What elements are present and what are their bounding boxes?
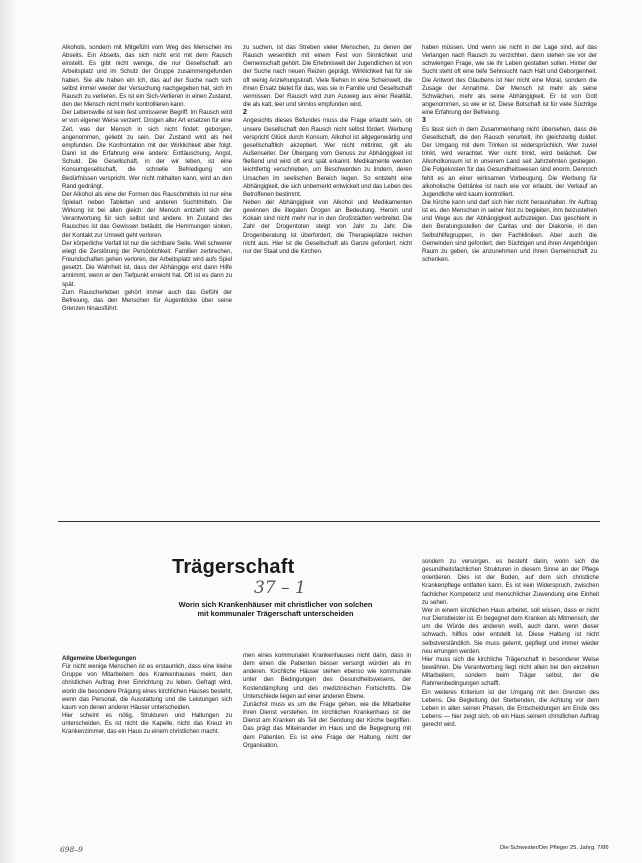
paragraph: Der körperliche Verfall ist nur die sichtbare Seite. Weit schwerer wiegt die Zerstörung der Persönlichkeit. Familien zerbrechen, Freundschaften gehen verloren, der Arbeitsplatz wird aufs Spiel gesetzt. Die Wahrheit ist, dass der Abhängige erst dann Hilfe annimmt, wenn er den Tiefpunkt erreicht hat. Oft ist es dann zu spät.: [62, 239, 232, 288]
paragraph: Zunächst muss es um die Frage gehen, wie die Mitarbeiter ihren Dienst verstehen. Im kirchlichen Krankenhaus ist der Dienst am Kranken als Teil der Sendung der Kirche begriffen. Das prägt das Miteinander im Haus und die Begegnung mit dem Patienten. Es ist eine Frage der Haltung, nicht der Organisation.: [243, 700, 411, 749]
article-title: Trägerschaft: [172, 556, 295, 578]
paragraph: haben müssen. Und wenn sie nicht in der Lage sind, auf das Verlangen nach Rausch zu verzichten, dann stehen sie vor der schwierigen Frage, wie sie ihr Leben gestalten sollen. Hinter der Sucht steht oft eine tiefe Sehnsucht nach Halt und Geborgenheit. Die Antwort des Glaubens ist hier nicht eine Moral, sondern die Zusage der Annahme. Der Mensch ist mehr als seine Schwächen, mehr als seine Abhängigkeit. Er ist von Gott angenommen, so wie er ist. Diese Botschaft ist für viele Süchtige eine Erfahrung der Befreiung.: [422, 44, 597, 117]
paragraph: Angesichts dieses Befundes muss die Frage erlaubt sein, ob unsere Gesellschaft den Rausch nicht selbst fördert. Werbung verspricht Glück durch Konsum. Alkohol ist allgegenwärtig und gesellschaftlich akzeptiert. Wer nicht mittrinkt, gilt als Außenseiter. Der Übergang vom Genuss zur Abhängigkeit ist fließend und wird oft erst spät erkannt. Medikamente werden leichtfertig verschrieben, um Beschwerden zu lindern, deren Ursachen im seelischen Bereich liegen. So entsteht eine Abhängigkeit, die sich unbemerkt entwickelt und das Leben des Betroffenen bestimmt.: [243, 117, 412, 198]
upper-column-2: [243, 44, 412, 510]
scan-edge-shadow: [0, 0, 18, 863]
handwritten-page-number: 698–9: [60, 845, 83, 854]
paragraph: Hier scheint es nötig, Strukturen und Haltungen zu unterscheiden. Es ist nicht die Kapelle, nicht das Kreuz im Krankenzimmer, das ein Haus zu einem christlichen macht.: [62, 712, 232, 736]
article-subtitle: Worin sich Krankenhäuser mit christlicher von solchen mit kommunaler Trägerschaft unterscheiden: [178, 600, 373, 618]
article-column-2: [243, 652, 411, 840]
article-column-1: [62, 655, 232, 837]
upper-column-1: [62, 44, 232, 506]
paragraph: Hier muss sich die kirchliche Trägerschaft in besonderer Weise bewähren. Die Verantwortung liegt nicht allein bei den einzelnen Mitarbeitern, sondern beim Träger selbst, der die Rahmenbedingungen schafft.: [422, 655, 599, 688]
journal-footer: Die Schwester/Der Pfleger 25. Jahrg. 7/86: [500, 845, 609, 851]
paragraph: zu suchen, ist das Streben vieler Menschen, zu denen der Rausch wesentlich mit einem Fest von Sinnlichkeit und Gemeinschaft gehört. Die Erlebniswelt der Jugendlichen ist von der Suche nach neuen Reizen geprägt. Wirklichkeit hat für sie oft wenig Anziehungskraft. Viele fliehen in eine Scheinwelt, die ihnen Ersatz bietet für das, was sie in Familie und Gesellschaft vermissen. Der Rausch wird zum Ausweg aus einer Realität, die als kalt, leer und sinnlos empfunden wird.: [243, 44, 412, 109]
paragraph: Der Alkohol als eine der Formen des Rauschmittels ist nur eine Spielart neben Tabletten und anderen Suchtmitteln. Die Wirkung ist bei allen gleich: der Mensch entzieht sich der Verantwortung für sich selbst und andere. Im Zustand des Rausches ist das Gewissen betäubt, die Hemmungen sinken, der Kontakt zur Umwelt geht verloren.: [62, 190, 232, 239]
paragraph: sondern zu versorgen, es besteht darin, worin sich die gesundheitsfachlichen Strukturen in diesem Sinne an der Pflege orientieren. Dies ist der Boden, auf dem sich christliche Krankenpflege entfalten kann. Es ist kein Widerspruch, zwischen fachlicher Kompetenz und menschlicher Zuwendung eine Einheit zu sehen.: [422, 558, 599, 606]
page-number: [60, 845, 83, 854]
paragraph: Für nicht wenige Menschen ist es erstaunlich, dass eine kleine Gruppe von Mitarbeitern des Krankenhauses meint, den christlichen Auftrag ihrer Einrichtung zu leben. Gefragt wird, worin die besondere Prägung eines kirchlichen Hauses besteht, wenn das Personal, die Ausstattung und die Leistungen sich kaum von denen anderer Häuser unterscheiden.: [62, 663, 232, 711]
paragraph: Wer in einem kirchlichen Haus arbeitet, soll wissen, dass er nicht nur Dienstleister ist. Er begegnet dem Kranken als Mitmensch, der um die Würde des anderen weiß, auch dann, wenn dieser schwach, hilflos oder entstellt ist. Diese Haltung ist nicht selbstverständlich. Sie muss gelernt, gepflegt und immer wieder neu errungen werden.: [422, 606, 599, 655]
article-column-3: [422, 558, 599, 840]
paragraph: Zum Rauscherleben gehört immer auch das Gefühl der Befreiung, das den Menschen für Augenblicke über seine Grenzen hinausführt.: [62, 288, 232, 312]
paragraph: Ein weiteres Kriterium ist der Umgang mit den Grenzen des Lebens. Die Begleitung der Sterbenden, die Achtung vor dem Leben in allen seinen Phasen, die Entscheidungen am Ende des Lebens — hier zeigt sich, ob ein Haus seinem christlichen Auftrag gerecht wird.: [422, 688, 599, 729]
section-number: 2: [243, 109, 247, 117]
section-number: 3: [422, 117, 426, 125]
paragraph: Es lässt sich in dem Zusammenhang nicht übersehen, dass die Gesellschaft, die den Rausch verurteilt, ihn gleichzeitig duldet. Der Umgang mit dem Trinken ist widersprüchlich. Wer zuviel trinkt, wird verachtet. Wer nicht trinkt, wird belächelt. Der Alkoholkonsum ist in unserem Land seit Jahrzehnten gestiegen. Die Folgekosten für das Gesundheitswesen sind enorm. Dennoch fehlt es an einer wirksamen Vorbeugung. Die Werbung für alkoholische Getränke ist nach wie vor erlaubt, der Verkauf an Jugendliche wird kaum kontrolliert.: [422, 125, 597, 198]
subheading: Allgemeine Überlegungen: [62, 655, 137, 662]
upper-column-3: [422, 44, 597, 506]
paragraph: Neben der Abhängigkeit von Alkohol und Medikamenten gewinnen die illegalen Drogen an Bedeutung. Heroin und Kokain sind nicht mehr nur in den Großstädten verbreitet. Die Zahl der Drogentoten steigt von Jahr zu Jahr. Die Drogenberatung ist überfordert, die Therapieplätze reichen nicht aus. Hier ist die Gesellschaft als Ganze gefordert, nicht nur der Staat und die Kirchen.: [243, 198, 412, 255]
handwritten-annotation: 37 – 1: [254, 578, 306, 598]
paragraph: men eines kommunalen Krankenhauses nicht darin, dass in dem einen die Patienten besser versorgt würden als im anderen. Kirchliche Häuser stehen ebenso wie kommunale unter den Bedingungen des Gesundheitswesens, der Kostendämpfung und des medizinischen Fortschritts. Die Unterschiede liegen auf einer anderen Ebene.: [243, 652, 411, 700]
paragraph: Der Lebenswille ist kein fest umrissener Begriff. Im Rausch wird er von eigener Weise verzerrt. Drogen aller Art ersetzen für eine Zeit, was der Mensch in sich nicht findet: geborgen, angenommen, geliebt zu sein. Der Zustand wird als heil empfunden. Die Konfrontation mit der Wirklichkeit aber folgt. Dann ist die Erfahrung eine andere: Enttäuschung, Angst, Schuld. Die Gesellschaft, in der wir leben, ist eine Konsumgesellschaft, die schnelle Befriedigung von Bedürfnissen verspricht. Wer nicht mithalten kann, wird an den Rand gedrängt.: [62, 109, 232, 190]
section-divider: [58, 521, 600, 522]
paragraph: Alkohols, sondern mit Mitgefühl vom Weg des Menschen ins Abseits. Ein Abseits, das sich nicht erst mit dem Rausch einstellt. Es gibt nicht wenige, die nur Gesellschaft am Arbeitsplatz und im Schutz der Gruppe zusammengefunden haben. Sie alle haben ein Ich, das auf der Suche nach sich selbst immer wieder der Versuchung nachgegeben hat, sich im Rausch zu verlieren. Es ist ein Sich-Verlieren in einen Zustand, den der Mensch nicht mehr kontrollieren kann.: [62, 44, 232, 109]
paragraph: Die Kirche kann und darf sich hier nicht heraushalten. Ihr Auftrag ist es, den Menschen in seiner Not zu begleiten, ihm beizustehen und Wege aus der Abhängigkeit aufzuzeigen. Das geschieht in den Beratungsstellen der Caritas und der Diakonie, in den Selbsthilfegruppen, in den Fachkliniken. Aber auch die Gemeinden sind gefordert, den Süchtigen und ihren Angehörigen Raum zu geben, sie anzunehmen und ihnen Gemeinschaft zu schenken.: [422, 198, 597, 264]
